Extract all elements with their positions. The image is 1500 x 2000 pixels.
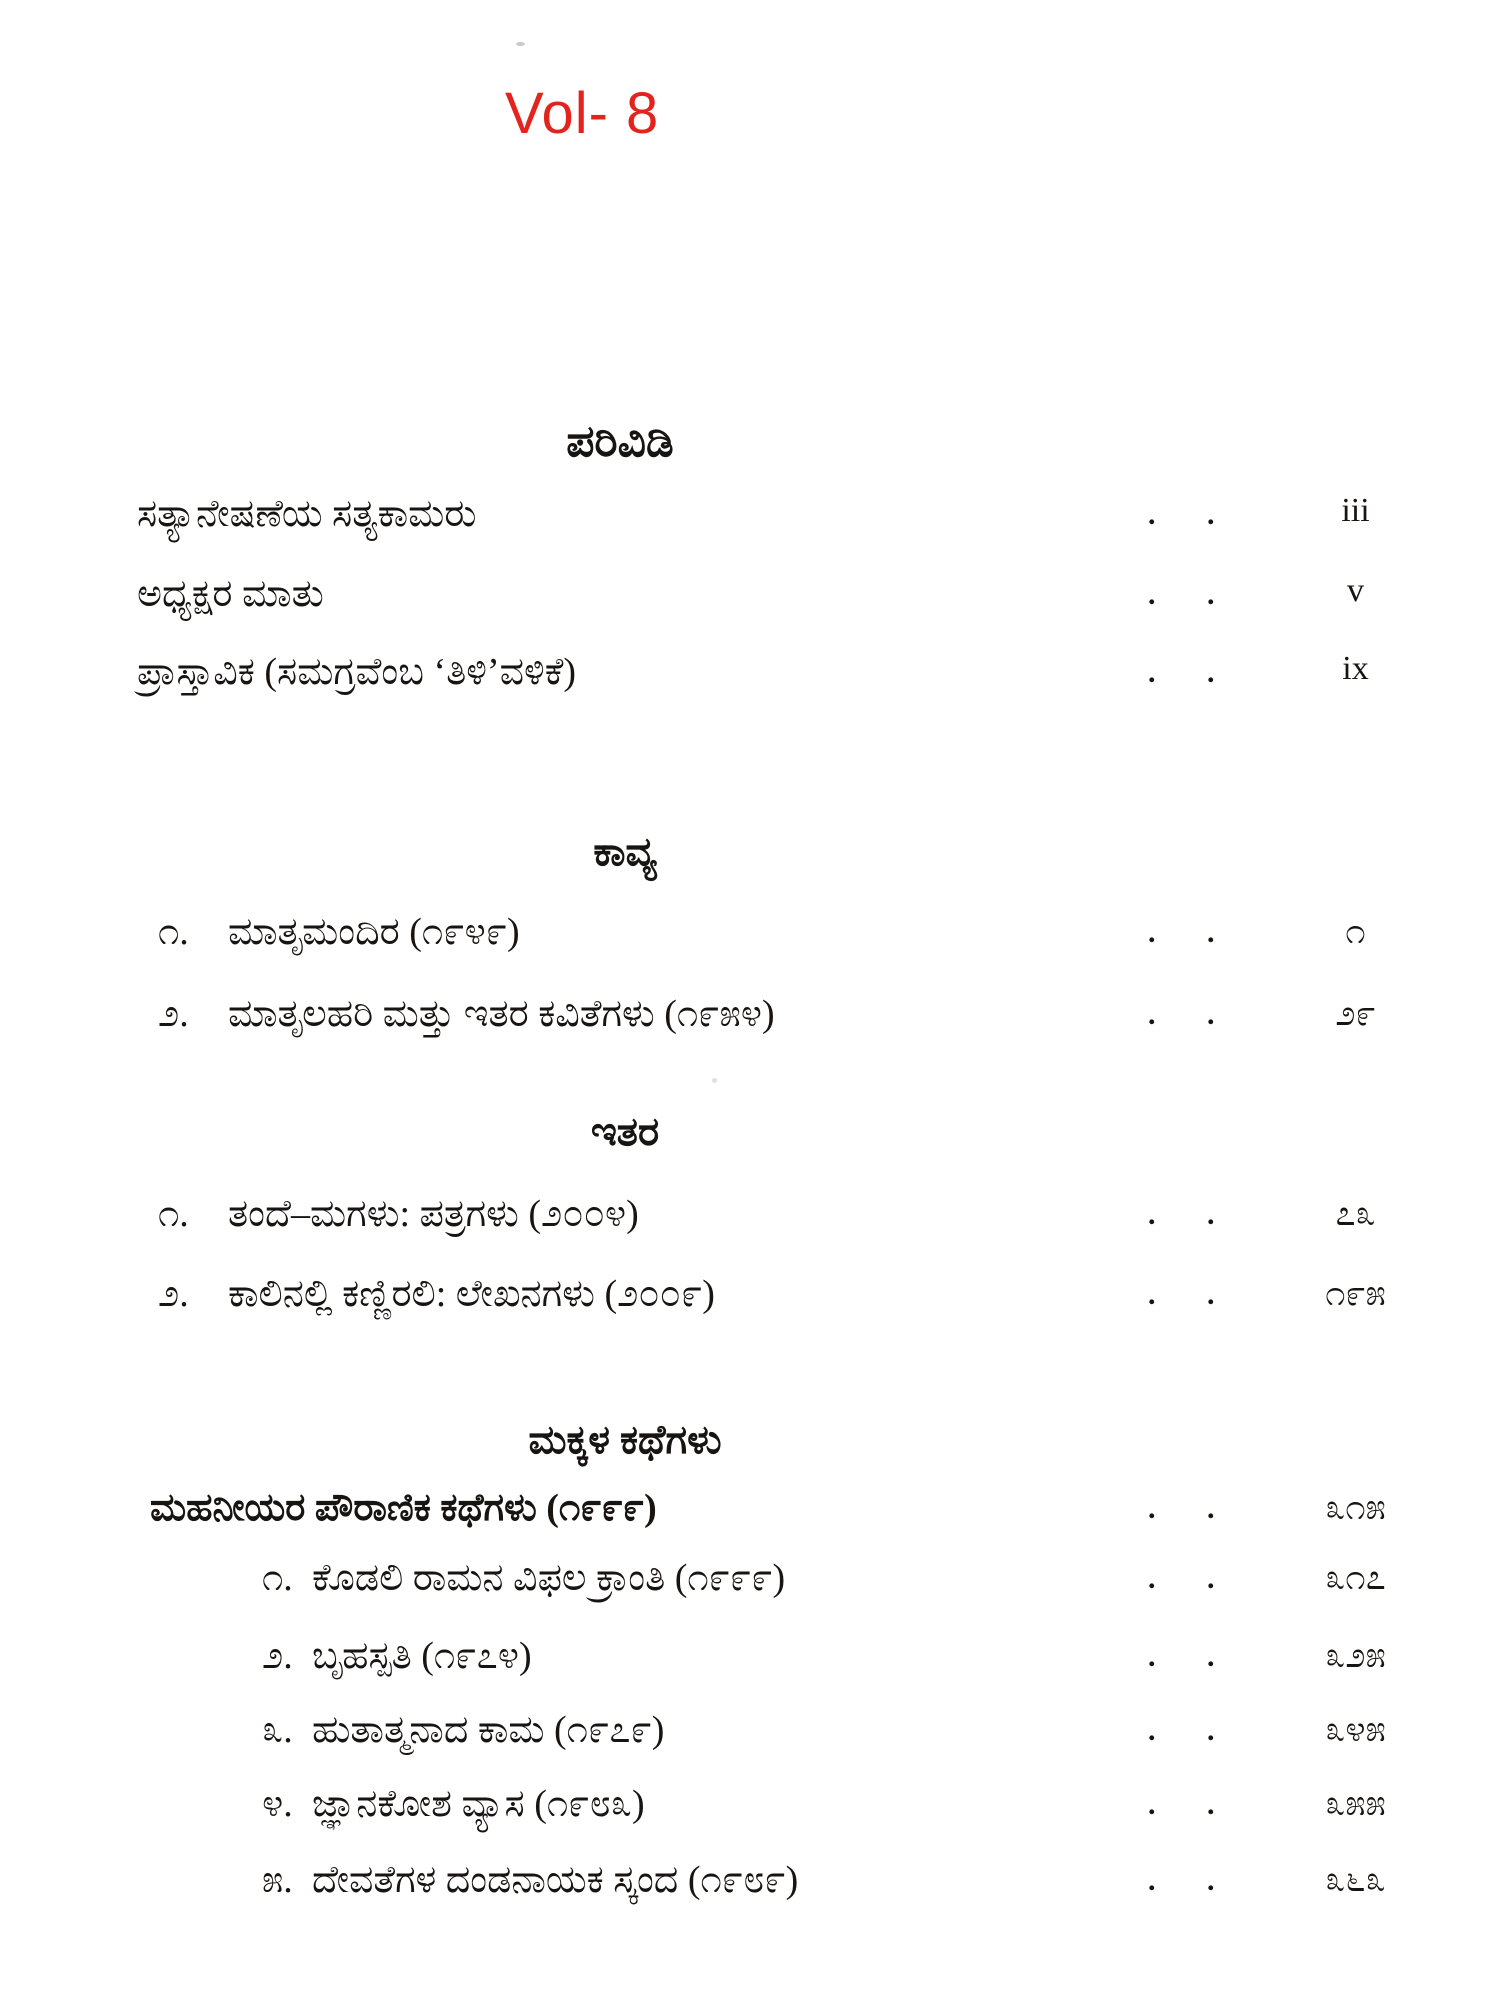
page-number: ೭೩ [1335, 1193, 1376, 1233]
leader-dots: . . [1148, 1492, 1237, 1525]
leader-dots: . . [1148, 1714, 1237, 1747]
leader-dots: . . [1148, 656, 1237, 689]
leader-dots: . . [1148, 916, 1237, 949]
page-title: ಪರಿವಿಡಿ [566, 417, 674, 466]
page-number: ೨೯ [1335, 993, 1376, 1033]
entry-number: ೧. [158, 1193, 189, 1235]
page-number: ೩೫೫ [1325, 1783, 1386, 1823]
page-number: v [1347, 572, 1364, 609]
entry-title: ಜ್ಞಾನಕೋಶ ವ್ಯಾಸ (೧೯೮೩) [312, 1783, 645, 1825]
entry-number: ೨. [158, 993, 189, 1035]
entry-number: ೧. [262, 1557, 293, 1599]
leader-dots: . . [1148, 1562, 1237, 1595]
scan-artifact [516, 42, 525, 46]
entry-title: ಮಾತೃಮಂದಿರ (೧೯೪೯) [228, 911, 520, 953]
page-number: ೩೧೭ [1325, 1557, 1386, 1597]
toc-row [0, 910, 1500, 970]
entry-title: ಸತ್ಯಾನೇಷಣೆಯ ಸತ್ಯಕಾಮರು [137, 493, 477, 535]
leader-dots: . . [1148, 998, 1237, 1031]
volume-label: Vol- 8 [505, 81, 660, 146]
entry-title: ಪ್ರಾಸ್ತಾವಿಕ (ಸಮಗ್ರವೆಂಬ ‘ತಿಳಿ’ವಳಿಕೆ) [137, 651, 577, 693]
entry-number: ೫. [262, 1859, 293, 1901]
section-heading-itara: ಇತರ [590, 1109, 660, 1154]
entry-number: ೪. [262, 1783, 293, 1825]
toc-row [0, 1782, 1500, 1842]
toc-row [0, 1272, 1500, 1332]
leader-dots: . . [1148, 498, 1237, 531]
page-number: ೩೧೫ [1325, 1487, 1386, 1527]
leader-dots: . . [1148, 1788, 1237, 1821]
toc-row [0, 992, 1500, 1052]
entry-title: ಹುತಾತ್ಮನಾದ ಕಾಮ (೧೯೭೯) [312, 1709, 665, 1751]
leader-dots: . . [1148, 1198, 1237, 1231]
leader-dots: . . [1148, 1864, 1237, 1897]
scan-artifact [712, 1078, 717, 1083]
entry-number: ೩. [262, 1709, 293, 1751]
toc-row [0, 1192, 1500, 1252]
page-number: ೩೬೩ [1325, 1859, 1386, 1899]
page-number: ೩೨೫ [1325, 1635, 1386, 1675]
leader-dots: . . [1148, 1278, 1237, 1311]
leader-dots: . . [1148, 1640, 1237, 1673]
toc-row [0, 1556, 1500, 1616]
section-heading-kavya: ಕಾವ್ಯ [593, 829, 657, 874]
entry-number: ೨. [262, 1635, 293, 1677]
toc-row [0, 1708, 1500, 1768]
entry-title: ಬೃಹಸ್ಪತಿ (೧೯೭೪) [312, 1635, 532, 1677]
toc-row-lead [0, 1486, 1500, 1546]
toc-row [0, 1634, 1500, 1694]
section-heading-makkala-kathegalu: ಮಕ್ಕಳ ಕಥೆಗಳು [528, 1417, 722, 1462]
entry-title: ಅಧ್ಯಕ್ಷರ ಮಾತು [137, 573, 324, 615]
entry-title: ಮಾತೃಲಹರಿ ಮತ್ತು ಇತರ ಕವಿತೆಗಳು (೧೯೫೪) [228, 993, 775, 1035]
page-number: ೩೪೫ [1325, 1709, 1386, 1749]
toc-row [0, 572, 1500, 632]
page-number: iii [1341, 492, 1370, 529]
entry-title: ತಂದೆ–ಮಗಳು: ಪತ್ರಗಳು (೨೦೦೪) [228, 1193, 639, 1235]
page-number: ix [1342, 650, 1369, 687]
entry-number: ೨. [158, 1273, 189, 1315]
entry-title: ದೇವತೆಗಳ ದಂಡನಾಯಕ ಸ್ಕಂದ (೧೯೮೯) [312, 1859, 799, 1901]
entry-title: ಕಾಲಿನಲ್ಲಿ ಕಣ್ಣಿರಲಿ: ಲೇಖನಗಳು (೨೦೦೯) [228, 1273, 715, 1315]
entry-number: ೧. [158, 911, 189, 953]
toc-row [0, 1858, 1500, 1918]
entry-title: ಕೊಡಲಿ ರಾಮನ ವಿಫಲ ಕ್ರಾಂತಿ (೧೯೯೯) [312, 1557, 786, 1599]
leader-dots: . . [1148, 578, 1237, 611]
toc-row [0, 650, 1500, 710]
page-number: ೧೯೫ [1325, 1273, 1386, 1313]
page-number: ೧ [1345, 911, 1366, 951]
entry-title: ಮಹನೀಯರ ಪೌರಾಣಿಕ ಕಥೆಗಳು (೧೯೯೯) [150, 1487, 657, 1529]
toc-row [0, 492, 1500, 552]
